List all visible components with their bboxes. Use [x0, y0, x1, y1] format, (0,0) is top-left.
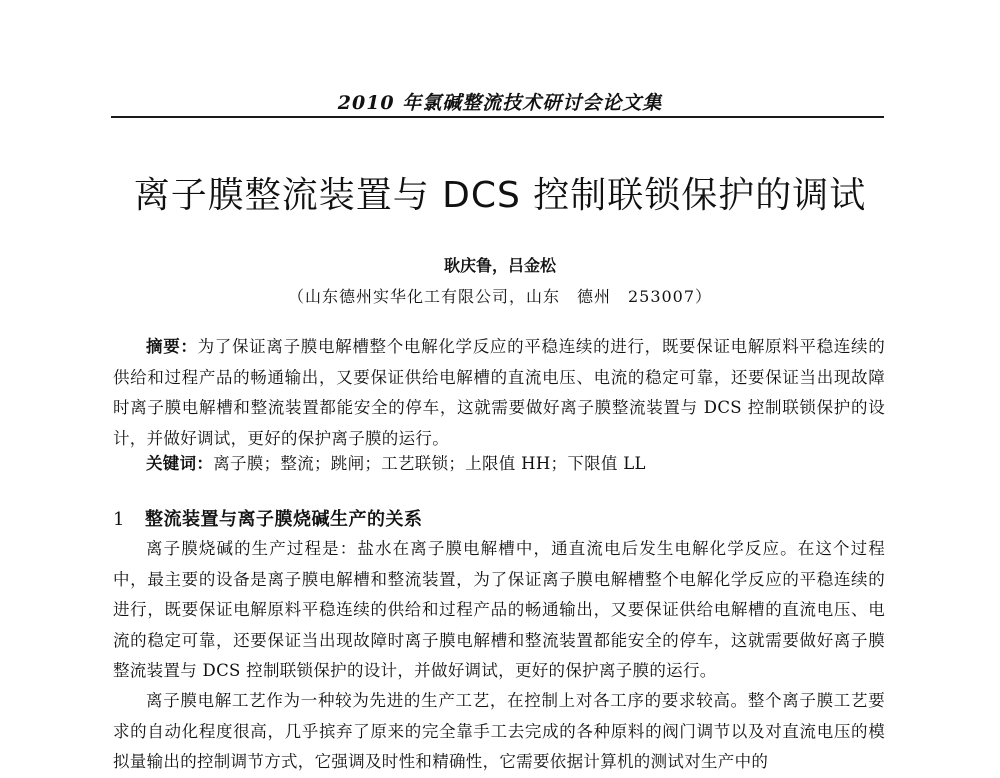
paper-title: 离子膜整流装置与 DCS 控制联锁保护的调试 — [133, 175, 867, 216]
section-title: 整流装置与离子膜烧碱生产的关系 — [145, 509, 423, 530]
abstract-text: 为了保证离子膜电解槽整个电解化学反应的平稳连续的进行，既要保证电解原料平稳连续的供给和过程产品的畅通输出，又要保证供给电解槽的直流电压、电流的稳定可靠，还要保证当出现故障时离子膜电解槽和整流装置都能安全的停车，这就需要做好离子膜整流装置与 DCS 控制联锁保护的设计，并做好调试，更好的保护离子膜的运行。 — [113, 337, 886, 448]
running-header: 2010 年氯碱整流技术研讨会论文集 — [337, 92, 663, 114]
body-paragraph: 离子膜烧碱的生产过程是：盐水在离子膜电解槽中，通直流电后发生电解化学反应。在这个过程中，最主要的设备是离子膜电解槽和整流装置，为了保证离子膜电解槽整个电解化学反应的平稳连续的进行，既要保证电解原料平稳连续的供给和过程产品的畅通输出，又要保证供给电解槽的直流电压、电流的稳定可靠，还要保证当出现故障时离子膜电解槽和整流装置都能安全的停车，这就需要做好离子膜整流装置与 DCS 控制联锁保护的设计，并做好调试，更好的保护离子膜的运行。 — [113, 539, 885, 680]
keywords-text: 离子膜；整流；跳闸；工艺联锁；上限值 HH；下限值 LL — [213, 454, 646, 473]
keywords-label: 关键词： — [146, 454, 214, 473]
authors: 耿庆鲁，吕金松 — [443, 256, 556, 275]
section-heading — [113, 505, 423, 531]
abstract — [113, 332, 885, 454]
keywords — [113, 449, 885, 480]
body-paragraph: 离子膜电解工艺作为一种较为先进的生产工艺，在控制上对各工序的要求较高。整个离子膜工艺要求的自动化程度很高，几乎摈弃了原来的完全靠手工去完成的各种原料的阀门调节以及对直流电压的模拟量输出的控制调节方式，它强调及时性和精确性，它需要依据计算机的测试对生产中的 — [113, 691, 885, 771]
header-rule — [111, 116, 884, 118]
affiliation: （山东德州实华化工有限公司，山东 德州 253007） — [287, 287, 713, 306]
section-number: 1 — [113, 509, 125, 530]
abstract-label: 摘要： — [146, 337, 198, 356]
